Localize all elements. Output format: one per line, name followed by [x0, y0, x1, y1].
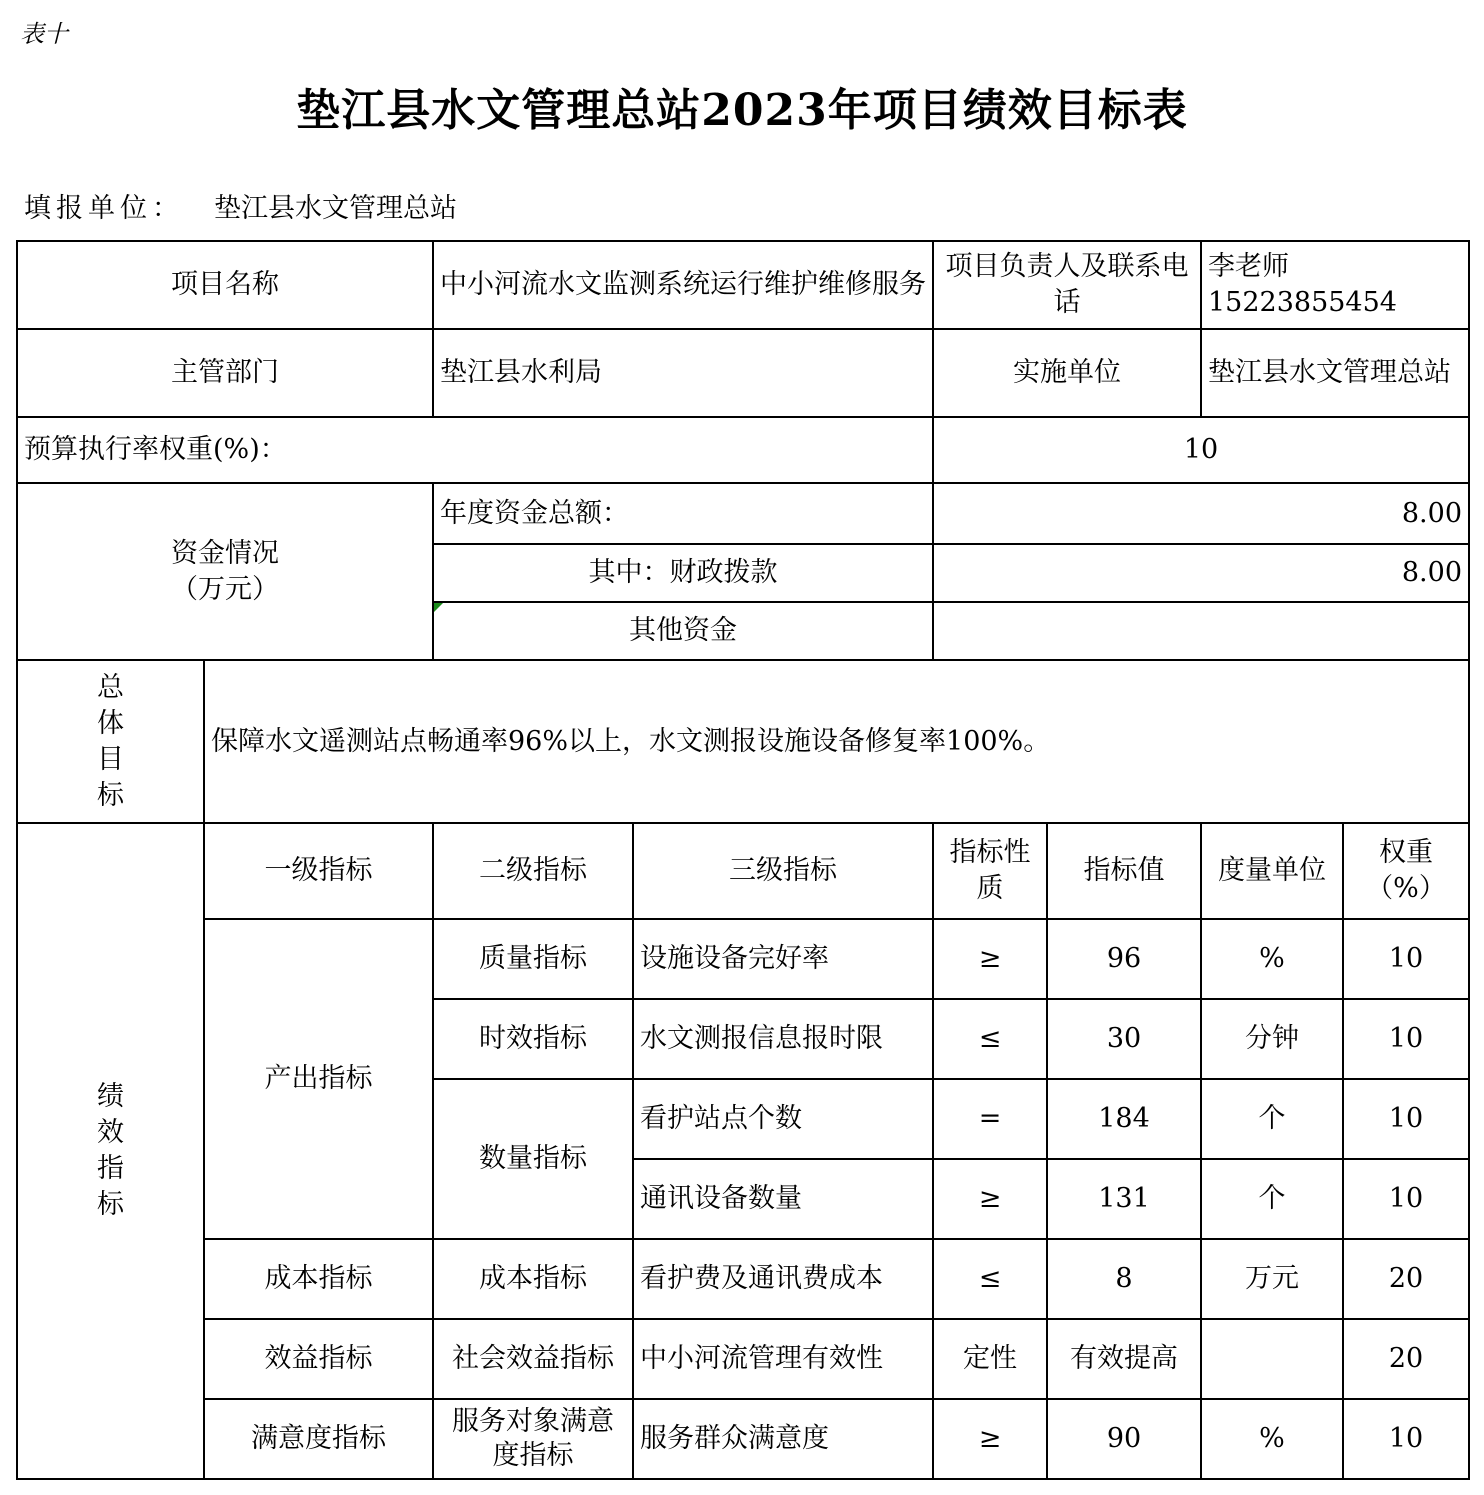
nature-cell: ≤ — [933, 1239, 1047, 1319]
level3-cell: 中小河流管理有效性 — [633, 1319, 933, 1399]
satisfaction-indicator-label: 满意度指标 — [204, 1399, 433, 1479]
value-cell: 30 — [1047, 999, 1201, 1079]
table-row — [17, 1239, 1469, 1319]
indicators-section-char: 标 — [97, 1189, 124, 1220]
level2-cell: 成本指标 — [433, 1239, 633, 1319]
overall-goal-char: 目 — [97, 743, 124, 775]
funds-label-1: 资金情况 — [171, 537, 279, 569]
budget-weight-label: 预算执行率权重(%)： — [17, 417, 933, 483]
overall-goal-char: 标 — [97, 779, 124, 811]
value-cell: 90 — [1047, 1399, 1201, 1479]
overall-goal-char: 体 — [97, 707, 124, 739]
page-title: 垫江县水文管理总站2023年项目绩效目标表 — [296, 85, 1188, 136]
funds-total-value: 8.00 — [933, 483, 1469, 544]
weight-cell: 10 — [1343, 1159, 1469, 1239]
unit-cell — [1201, 1319, 1343, 1399]
unit-cell: 个 — [1201, 1159, 1343, 1239]
benefit-indicator-label: 效益指标 — [204, 1319, 433, 1399]
level2-cell: 社会效益指标 — [433, 1319, 633, 1399]
budget-weight-row — [17, 417, 1469, 483]
unit-cell: % — [1201, 919, 1343, 999]
weight-cell: 10 — [1343, 919, 1469, 999]
overall-goal-label — [17, 660, 204, 823]
contact-name: 李老师 — [1208, 251, 1289, 282]
weight-cell: 10 — [1343, 999, 1469, 1079]
funds-other-label: 其他资金 — [433, 602, 933, 660]
nature-cell: ≥ — [933, 1159, 1047, 1239]
cost-indicator-label: 成本指标 — [204, 1239, 433, 1319]
nature-cell: ≥ — [933, 1399, 1047, 1479]
indicators-section-char: 指 — [97, 1153, 124, 1184]
weight-cell: 20 — [1343, 1319, 1469, 1399]
weight-cell: 10 — [1343, 1079, 1469, 1159]
header-weight-2: （%） — [1366, 873, 1446, 904]
overall-goal-text: 保障水文遥测站点畅通率96%以上，水文测报设施设备修复率100%。 — [204, 660, 1469, 823]
unit-cell: 个 — [1201, 1079, 1343, 1159]
funds-fiscal-value: 8.00 — [933, 544, 1469, 602]
value-cell: 8 — [1047, 1239, 1201, 1319]
value-cell: 有效提高 — [1047, 1319, 1201, 1399]
budget-weight-value: 10 — [933, 417, 1469, 483]
level2-cell: 质量指标 — [433, 919, 633, 999]
output-indicator-label: 产出指标 — [204, 919, 433, 1239]
level3-cell: 通讯设备数量 — [633, 1159, 933, 1239]
impl-unit-label: 实施单位 — [933, 329, 1201, 417]
nature-cell: ≤ — [933, 999, 1047, 1079]
level3-cell: 看护站点个数 — [633, 1079, 933, 1159]
impl-unit-value: 垫江县水文管理总站 — [1201, 329, 1469, 417]
funds-label — [17, 483, 433, 660]
funds-label-2: （万元） — [171, 573, 279, 605]
level3-cell: 看护费及通讯费成本 — [633, 1239, 933, 1319]
level3-cell: 水文测报信息报时限 — [633, 999, 933, 1079]
unit-cell: 万元 — [1201, 1239, 1343, 1319]
level2-cell: 时效指标 — [433, 999, 633, 1079]
weight-cell: 10 — [1343, 1399, 1469, 1479]
level2-cell: 服务对象满意度指标 — [433, 1399, 633, 1479]
indicators-section-char: 效 — [97, 1117, 124, 1148]
nature-cell: 定性 — [933, 1319, 1047, 1399]
table-row — [17, 1319, 1469, 1399]
level3-cell: 服务群众满意度 — [633, 1399, 933, 1479]
weight-cell: 20 — [1343, 1239, 1469, 1319]
funds-total-row — [17, 483, 1469, 544]
performance-table — [16, 240, 1470, 1480]
contact-label: 项目负责人及联系电话 — [933, 241, 1201, 329]
project-name-label: 项目名称 — [17, 241, 433, 329]
header-weight-1: 权重 — [1379, 837, 1433, 868]
header-unit: 度量单位 — [1201, 823, 1343, 919]
unit-cell: % — [1201, 1399, 1343, 1479]
header-level1: 一级指标 — [204, 823, 433, 919]
header-level2: 二级指标 — [433, 823, 633, 919]
header-level3: 三级指标 — [633, 823, 933, 919]
nature-cell: = — [933, 1079, 1047, 1159]
fill-unit-value: 垫江县水文管理总站 — [214, 193, 457, 224]
value-cell: 131 — [1047, 1159, 1201, 1239]
indicators-section-label — [17, 823, 204, 1479]
corner-label: 表十 — [20, 20, 68, 48]
dept-row — [17, 329, 1469, 417]
overall-goal-row — [17, 660, 1469, 823]
dept-value: 垫江县水利局 — [433, 329, 933, 417]
project-name-row — [17, 241, 1469, 329]
project-name-value: 中小河流水文监测系统运行维护维修服务 — [433, 241, 933, 329]
contact-phone: 15223855454 — [1208, 287, 1397, 318]
header-nature: 指标性质 — [933, 823, 1047, 919]
contact-cell — [1201, 241, 1469, 329]
header-weight — [1343, 823, 1469, 919]
value-cell: 184 — [1047, 1079, 1201, 1159]
value-cell: 96 — [1047, 919, 1201, 999]
dept-label: 主管部门 — [17, 329, 433, 417]
indicator-header-row — [17, 823, 1469, 919]
unit-cell: 分钟 — [1201, 999, 1343, 1079]
table-row — [17, 1399, 1469, 1479]
header-value: 指标值 — [1047, 823, 1201, 919]
funds-total-label: 年度资金总额： — [433, 483, 933, 544]
level3-cell: 设施设备完好率 — [633, 919, 933, 999]
indicators-section-char: 绩 — [97, 1081, 124, 1112]
fill-unit-line — [24, 186, 457, 225]
table-row — [17, 919, 1469, 999]
funds-other-value — [933, 602, 1469, 660]
level2-cell: 数量指标 — [433, 1079, 633, 1239]
fill-unit-label: 填报单位： — [24, 193, 184, 224]
overall-goal-char: 总 — [97, 671, 124, 703]
funds-fiscal-label: 其中：财政拨款 — [433, 544, 933, 602]
nature-cell: ≥ — [933, 919, 1047, 999]
